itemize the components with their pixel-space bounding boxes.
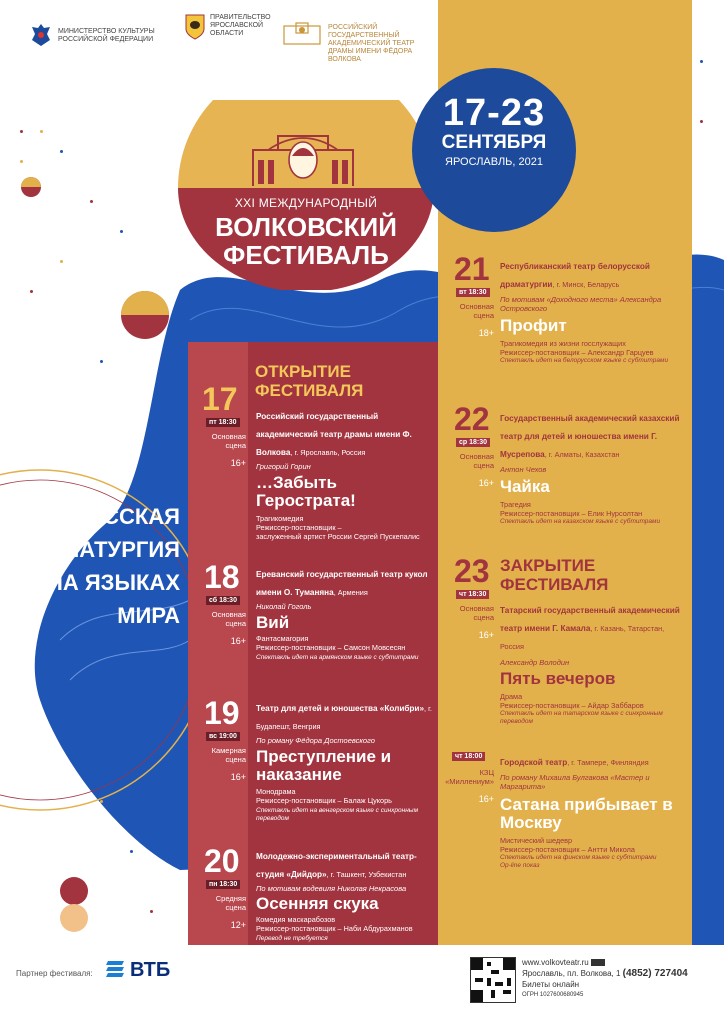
festival-month: СЕНТЯБРЯ: [441, 132, 547, 153]
troupe: Молодежно-экспериментальный театр-студия «Дийдор»: [256, 852, 417, 879]
venue: Основная сцена: [459, 604, 494, 622]
header-logos: [30, 14, 430, 63]
deco-circle-3: [60, 877, 88, 905]
social-icons[interactable]: [591, 959, 605, 966]
troupe: Ереванский государственный театр кукол имени О. Туманяна: [256, 570, 428, 597]
city: , г. Ярославль, Россия: [290, 448, 366, 457]
city: , г. Будапешт, Венгрия: [256, 704, 432, 731]
troupe: Городской театр: [500, 758, 568, 767]
closing-title: [500, 556, 608, 594]
event-details: [256, 406, 432, 541]
slogan-line-3: НА ЯЗЫКАХ: [46, 570, 180, 595]
venue: Основная сцена: [211, 432, 246, 450]
deco-circle-4: [60, 904, 88, 932]
contacts: [522, 957, 702, 1001]
slogan: [10, 500, 180, 632]
city: , г. Алматы, Казахстан: [544, 450, 620, 459]
troupe: Татарский государственный академический театр имени Г. Камала: [500, 606, 680, 633]
play-title: Преступление и наказание: [256, 747, 392, 784]
genre: Мистический шедевр: [500, 836, 573, 845]
age-rating: 16+: [478, 478, 494, 488]
ministry-logo-text: МИНИСТЕРСТВО КУЛЬТУРЫ РОССИЙСКОЙ ФЕДЕРАЦИИ: [58, 28, 155, 43]
genre: Монодрама: [256, 787, 296, 796]
director: Режиссер-постановщик –: [256, 523, 342, 532]
director: Режиссер-постановщик – Айдар Заббаров: [500, 701, 644, 710]
director-line-2: заслуженный артист России Сергей Пускепалис: [256, 532, 420, 541]
play-title: Осенняя скука: [256, 894, 379, 913]
age-rating: 16+: [478, 630, 494, 640]
day-number: 18: [204, 559, 240, 595]
tickets-link[interactable]: Билеты онлайн: [522, 980, 580, 989]
day-badge: чт 18:00: [452, 752, 485, 761]
day-badge: вт 18:30: [456, 288, 490, 297]
eagle-icon: [30, 22, 52, 48]
director: Режиссер-постановщик – Антти Микола: [500, 845, 635, 854]
genre: Трагикомедия из жизни госслужащих: [500, 339, 626, 348]
note: Спектакль идет на армянском языке с субтитрами: [256, 654, 419, 661]
venue: Камерная сцена: [211, 746, 246, 764]
note: Спектакль идет на татарском языке с синхронным переводом: [500, 710, 663, 725]
city: , г. Ташкент, Узбекистан: [326, 870, 407, 879]
genre: Фантасмагория: [256, 634, 309, 643]
city: , г. Тампере, Финляндия: [567, 758, 649, 767]
partner-label: Партнер фестиваля:: [16, 969, 93, 978]
note: Спектакль идет на казахском языке с субтитрами: [500, 518, 661, 525]
day-badge: сб 18:30: [206, 596, 240, 605]
genre: Трагикомедия: [256, 514, 304, 523]
day-number: 17: [202, 381, 238, 417]
day-number: 19: [204, 695, 240, 731]
venue: КЗЦ «Миллениум»: [445, 768, 494, 786]
play-title: Пять вечеров: [500, 669, 616, 688]
note-online: Op-line показ: [500, 862, 540, 869]
event-details: [500, 600, 682, 726]
age-rating: 16+: [230, 458, 246, 468]
note: Перевод не требуется: [256, 935, 328, 942]
coat-of-arms-icon: [185, 14, 205, 40]
genre: Комедия маскарабозов: [256, 915, 336, 924]
date-circle: [412, 68, 576, 232]
play-title: …Забыть Герострата!: [256, 473, 356, 510]
venue: Средняя сцена: [215, 894, 246, 912]
day-number: 21: [454, 251, 490, 287]
slogan-line-2: ДРАМАТУРГИЯ: [16, 537, 180, 562]
slogan-line-1: РУССКАЯ: [75, 504, 180, 529]
play-title: Сатана прибывает в Москву: [500, 795, 673, 832]
day-badge: вс 19:00: [206, 732, 240, 741]
event-details: [500, 256, 682, 365]
closing-line-2: ФЕСТИВАЛЯ: [500, 575, 609, 594]
festival-name-2: ФЕСТИВАЛЬ: [223, 240, 389, 270]
genre: Драма: [500, 692, 523, 701]
play-title: Профит: [500, 316, 567, 335]
vtb-stripes-icon: [104, 959, 126, 979]
author: По роману Михаила Булгакова «Мастер и Маргарита»: [500, 773, 650, 791]
troupe: Российский государственный академический театр драмы имени Ф. Волкова: [256, 412, 412, 457]
day-badge: ср 18:30: [456, 438, 490, 447]
address: Ярославль, пл. Волкова, 1: [522, 969, 621, 978]
city: , Армения: [333, 588, 368, 597]
director: Режиссер-постановщик – Елик Нурсолтан: [500, 509, 643, 518]
director: Режиссер-постановщик – Балаж Цукорь: [256, 796, 392, 805]
website-link[interactable]: www.volkovteatr.ru: [522, 958, 589, 967]
author: Антон Чехов: [500, 465, 547, 474]
day-number: 20: [204, 843, 240, 879]
city: , г. Казань, Татарстан, Россия: [500, 624, 665, 651]
author: По мотивам водевиля Николая Некрасова: [256, 884, 407, 893]
age-rating: 16+: [230, 636, 246, 646]
city: , г. Минск, Беларусь: [552, 280, 620, 289]
troupe: Театр для детей и юношества «Колибри»: [256, 704, 425, 713]
festival-emblem: [178, 100, 434, 290]
troupe: Республиканский театр белорусской драматургии: [500, 262, 650, 289]
venue: Основная сцена: [211, 610, 246, 628]
age-rating: 16+: [478, 794, 494, 804]
festival-dates: 17-23: [442, 92, 546, 134]
theatre-building-icon: [282, 22, 322, 46]
opening-line-2: ФЕСТИВАЛЯ: [255, 381, 364, 400]
play-title: Вий: [256, 613, 290, 632]
theatre-logo-text: РОССИЙСКИЙ ГОСУДАРСТВЕННЫЙ АКАДЕМИЧЕСКИЙ ТЕАТР ДРАМЫ ИМЕНИ ФЁДОРА ВОЛКОВА: [328, 24, 415, 63]
theatre-facade-icon: [248, 128, 358, 190]
opening-line-1: ОТКРЫТИЕ: [255, 362, 351, 381]
event-details: [500, 408, 682, 526]
day-number: 22: [454, 401, 490, 437]
age-rating: 12+: [230, 920, 246, 930]
author: Николай Гоголь: [256, 602, 312, 611]
opening-title: [255, 362, 363, 400]
partner-name: ВТБ: [130, 959, 171, 981]
closing-line-1: ЗАКРЫТИЕ: [500, 556, 596, 575]
director: Режиссер-постановщик – Наби Абдурахманов: [256, 924, 413, 933]
age-rating: 18+: [478, 328, 494, 338]
play-title: Чайка: [500, 477, 550, 496]
day-badge: пт 18:30: [206, 418, 240, 427]
note: Спектакль идет на венгерском языке с синхронным переводом: [256, 807, 419, 822]
festival-place: ЯРОСЛАВЛЬ, 2021: [445, 156, 543, 168]
day-badge: чт 18:30: [456, 590, 489, 599]
director: Режиссер-постановщик – Самсон Мовсесян: [256, 643, 406, 652]
author: Александр Володин: [500, 658, 570, 667]
troupe: Государственный академический казахский театр для детей и юношества имени Г. Мусрепова: [500, 414, 680, 459]
event-details: [256, 564, 432, 662]
event-details: [256, 698, 432, 823]
author: По мотивам «Доходного места» Александра Островского: [500, 295, 662, 313]
note: Спектакль идет на финском языке с субтитрами: [500, 854, 657, 861]
day-number: 23: [454, 553, 490, 589]
director: Режиссер-постановщик – Александр Гарцуев: [500, 348, 654, 357]
phone[interactable]: (4852) 727404: [622, 968, 688, 979]
footer: [0, 945, 724, 1024]
venue: Основная сцена: [459, 452, 494, 470]
author: По роману Фёдора Достоевского: [256, 736, 375, 745]
event-details: [500, 752, 682, 870]
qr-icon: [471, 958, 515, 1002]
event-details: [256, 846, 432, 943]
qr-code: [470, 957, 516, 1003]
author: Григорий Горин: [256, 462, 311, 471]
festival-name-1: ВОЛКОВСКИЙ: [215, 212, 397, 242]
slogan-line-4: МИРА: [117, 603, 180, 628]
festival-edition: XXI МЕЖДУНАРОДНЫЙ: [234, 196, 378, 210]
genre: Трагедия: [500, 500, 531, 509]
ogrn: ОГРН 1027600680945: [522, 992, 584, 998]
note: Спектакль идет на белорусском языке с субтитрами: [500, 357, 669, 364]
day-badge: пн 18:30: [206, 880, 240, 889]
venue: Основная сцена: [459, 302, 494, 320]
age-rating: 16+: [230, 772, 246, 782]
government-logo-text: ПРАВИТЕЛЬСТВО ЯРОСЛАВСКОЙ ОБЛАСТИ: [210, 14, 271, 37]
